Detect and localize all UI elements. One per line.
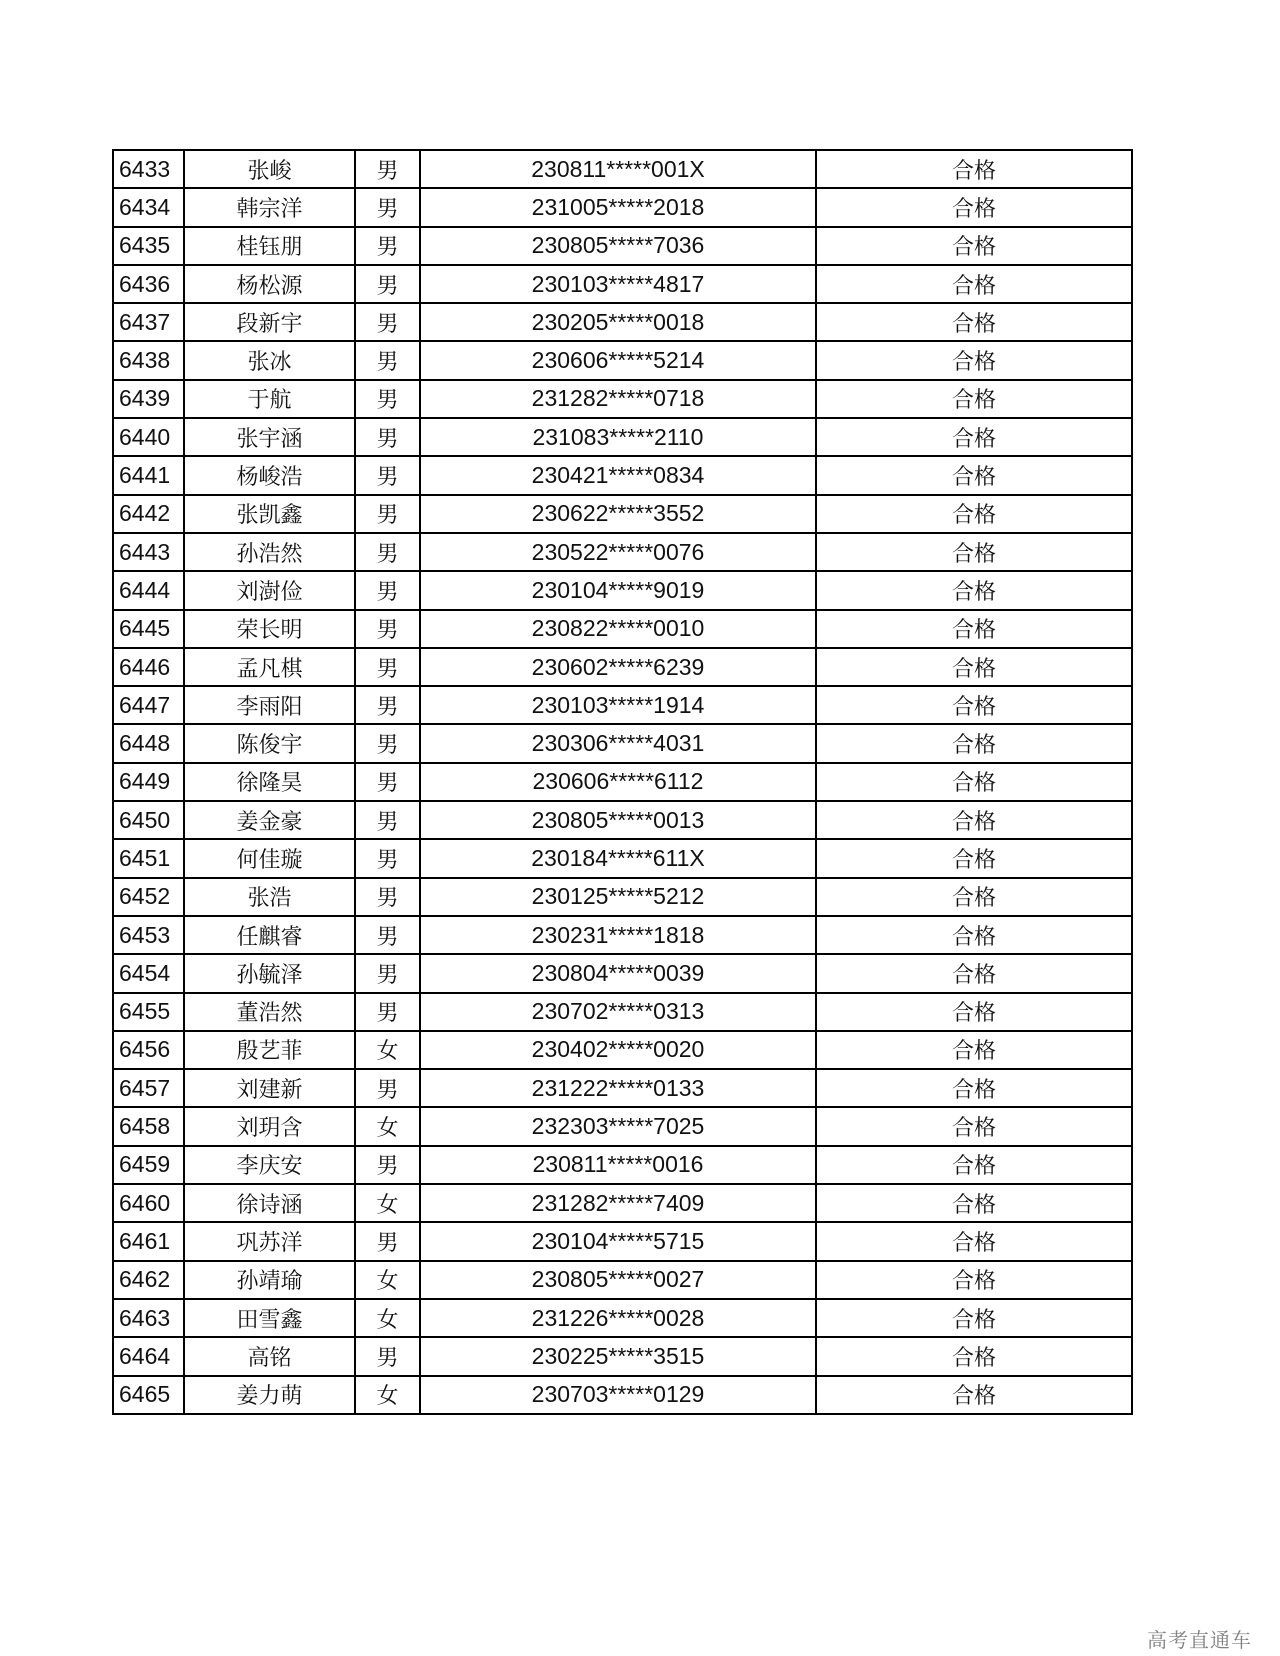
- name-cell: 刘澍俭: [184, 571, 355, 609]
- result-cell: 合格: [816, 495, 1132, 533]
- result-cell: 合格: [816, 1069, 1132, 1107]
- row-number-cell: 6441: [113, 456, 184, 494]
- table-row: [113, 993, 1132, 1031]
- row-number-cell: 6458: [113, 1107, 184, 1145]
- row-number-cell: 6454: [113, 954, 184, 992]
- table-row: [113, 801, 1132, 839]
- result-cell: 合格: [816, 456, 1132, 494]
- table-row: [113, 533, 1132, 571]
- table-row: [113, 1376, 1132, 1414]
- table-row: [113, 1107, 1132, 1145]
- result-cell: 合格: [816, 763, 1132, 801]
- gender-cell: 女: [355, 1107, 420, 1145]
- row-number-cell: 6463: [113, 1299, 184, 1337]
- id-number-cell: 230811*****0016: [420, 1146, 816, 1184]
- result-cell: 合格: [816, 610, 1132, 648]
- name-cell: 孟凡棋: [184, 648, 355, 686]
- row-number-cell: 6455: [113, 993, 184, 1031]
- row-number-cell: 6450: [113, 801, 184, 839]
- result-cell: 合格: [816, 1184, 1132, 1222]
- gender-cell: 男: [355, 418, 420, 456]
- id-number-cell: 230104*****9019: [420, 571, 816, 609]
- gender-cell: 男: [355, 341, 420, 379]
- gender-cell: 女: [355, 1261, 420, 1299]
- row-number-cell: 6437: [113, 303, 184, 341]
- gender-cell: 男: [355, 839, 420, 877]
- name-cell: 姜力萌: [184, 1376, 355, 1414]
- result-cell: 合格: [816, 380, 1132, 418]
- gender-cell: 男: [355, 456, 420, 494]
- table-row: [113, 686, 1132, 724]
- id-number-cell: 230606*****6112: [420, 763, 816, 801]
- table-row: [113, 839, 1132, 877]
- result-cell: 合格: [816, 878, 1132, 916]
- result-cell: 合格: [816, 1299, 1132, 1337]
- name-cell: 桂钰朋: [184, 227, 355, 265]
- name-cell: 张宇涵: [184, 418, 355, 456]
- gender-cell: 女: [355, 1031, 420, 1069]
- table-row: [113, 418, 1132, 456]
- table-row: [113, 878, 1132, 916]
- id-number-cell: 230104*****5715: [420, 1222, 816, 1260]
- id-number-cell: 230602*****6239: [420, 648, 816, 686]
- id-number-cell: 230103*****4817: [420, 265, 816, 303]
- table-row: [113, 1146, 1132, 1184]
- table-row: [113, 724, 1132, 762]
- name-cell: 韩宗洋: [184, 188, 355, 226]
- table-row: [113, 265, 1132, 303]
- row-number-cell: 6446: [113, 648, 184, 686]
- name-cell: 何佳璇: [184, 839, 355, 877]
- id-number-cell: 230125*****5212: [420, 878, 816, 916]
- table-row: [113, 1031, 1132, 1069]
- table-row: [113, 227, 1132, 265]
- row-number-cell: 6448: [113, 724, 184, 762]
- result-cell: 合格: [816, 227, 1132, 265]
- name-cell: 孙毓泽: [184, 954, 355, 992]
- row-number-cell: 6460: [113, 1184, 184, 1222]
- gender-cell: 男: [355, 993, 420, 1031]
- row-number-cell: 6435: [113, 227, 184, 265]
- id-number-cell: 230804*****0039: [420, 954, 816, 992]
- result-cell: 合格: [816, 150, 1132, 188]
- gender-cell: 男: [355, 610, 420, 648]
- id-number-cell: 231282*****0718: [420, 380, 816, 418]
- id-number-cell: 230822*****0010: [420, 610, 816, 648]
- name-cell: 张凯鑫: [184, 495, 355, 533]
- result-cell: 合格: [816, 418, 1132, 456]
- result-cell: 合格: [816, 686, 1132, 724]
- row-number-cell: 6453: [113, 916, 184, 954]
- result-cell: 合格: [816, 801, 1132, 839]
- gender-cell: 男: [355, 303, 420, 341]
- table-row: [113, 1222, 1132, 1260]
- id-number-cell: 230205*****0018: [420, 303, 816, 341]
- name-cell: 李雨阳: [184, 686, 355, 724]
- row-number-cell: 6457: [113, 1069, 184, 1107]
- name-cell: 张峻: [184, 150, 355, 188]
- row-number-cell: 6462: [113, 1261, 184, 1299]
- gender-cell: 男: [355, 188, 420, 226]
- id-number-cell: 230805*****7036: [420, 227, 816, 265]
- name-cell: 董浩然: [184, 993, 355, 1031]
- gender-cell: 男: [355, 1337, 420, 1375]
- gender-cell: 男: [355, 801, 420, 839]
- table-row: [113, 916, 1132, 954]
- row-number-cell: 6447: [113, 686, 184, 724]
- name-cell: 刘玥含: [184, 1107, 355, 1145]
- row-number-cell: 6451: [113, 839, 184, 877]
- name-cell: 于航: [184, 380, 355, 418]
- row-number-cell: 6443: [113, 533, 184, 571]
- id-number-cell: 230421*****0834: [420, 456, 816, 494]
- table-row: [113, 456, 1132, 494]
- gender-cell: 男: [355, 227, 420, 265]
- id-number-cell: 230703*****0129: [420, 1376, 816, 1414]
- name-cell: 巩苏洋: [184, 1222, 355, 1260]
- name-cell: 任麒睿: [184, 916, 355, 954]
- gender-cell: 男: [355, 150, 420, 188]
- row-number-cell: 6452: [113, 878, 184, 916]
- gender-cell: 男: [355, 571, 420, 609]
- watermark-text: 高考直通车: [1147, 1628, 1252, 1652]
- id-number-cell: 231005*****2018: [420, 188, 816, 226]
- table-row: [113, 763, 1132, 801]
- table-row: [113, 571, 1132, 609]
- name-cell: 殷艺菲: [184, 1031, 355, 1069]
- gender-cell: 男: [355, 916, 420, 954]
- name-cell: 李庆安: [184, 1146, 355, 1184]
- result-cell: 合格: [816, 1222, 1132, 1260]
- gender-cell: 男: [355, 495, 420, 533]
- row-number-cell: 6440: [113, 418, 184, 456]
- table-row: [113, 1337, 1132, 1375]
- id-number-cell: 230702*****0313: [420, 993, 816, 1031]
- name-cell: 段新宇: [184, 303, 355, 341]
- gender-cell: 男: [355, 724, 420, 762]
- table-row: [113, 341, 1132, 379]
- result-cell: 合格: [816, 916, 1132, 954]
- id-number-cell: 230306*****4031: [420, 724, 816, 762]
- name-cell: 杨松源: [184, 265, 355, 303]
- name-cell: 荣长明: [184, 610, 355, 648]
- results-table: [112, 149, 1133, 1415]
- result-cell: 合格: [816, 341, 1132, 379]
- name-cell: 张冰: [184, 341, 355, 379]
- result-cell: 合格: [816, 1337, 1132, 1375]
- id-number-cell: 232303*****7025: [420, 1107, 816, 1145]
- result-cell: 合格: [816, 1146, 1132, 1184]
- result-cell: 合格: [816, 571, 1132, 609]
- row-number-cell: 6464: [113, 1337, 184, 1375]
- id-number-cell: 230805*****0013: [420, 801, 816, 839]
- row-number-cell: 6459: [113, 1146, 184, 1184]
- id-number-cell: 230231*****1818: [420, 916, 816, 954]
- result-cell: 合格: [816, 1376, 1132, 1414]
- gender-cell: 男: [355, 954, 420, 992]
- result-cell: 合格: [816, 265, 1132, 303]
- table-row: [113, 303, 1132, 341]
- table-row: [113, 1184, 1132, 1222]
- row-number-cell: 6439: [113, 380, 184, 418]
- id-number-cell: 230225*****3515: [420, 1337, 816, 1375]
- result-cell: 合格: [816, 1031, 1132, 1069]
- id-number-cell: 230622*****3552: [420, 495, 816, 533]
- id-number-cell: 231226*****0028: [420, 1299, 816, 1337]
- results-table-body: [113, 150, 1132, 1414]
- name-cell: 徐诗涵: [184, 1184, 355, 1222]
- result-cell: 合格: [816, 993, 1132, 1031]
- result-cell: 合格: [816, 724, 1132, 762]
- row-number-cell: 6444: [113, 571, 184, 609]
- row-number-cell: 6434: [113, 188, 184, 226]
- row-number-cell: 6456: [113, 1031, 184, 1069]
- result-cell: 合格: [816, 648, 1132, 686]
- row-number-cell: 6449: [113, 763, 184, 801]
- row-number-cell: 6465: [113, 1376, 184, 1414]
- gender-cell: 女: [355, 1299, 420, 1337]
- result-cell: 合格: [816, 839, 1132, 877]
- gender-cell: 男: [355, 1222, 420, 1260]
- name-cell: 陈俊宇: [184, 724, 355, 762]
- id-number-cell: 230103*****1914: [420, 686, 816, 724]
- name-cell: 高铭: [184, 1337, 355, 1375]
- gender-cell: 男: [355, 1146, 420, 1184]
- gender-cell: 男: [355, 878, 420, 916]
- gender-cell: 男: [355, 686, 420, 724]
- row-number-cell: 6461: [113, 1222, 184, 1260]
- result-cell: 合格: [816, 533, 1132, 571]
- table-row: [113, 495, 1132, 533]
- name-cell: 杨峻浩: [184, 456, 355, 494]
- row-number-cell: 6433: [113, 150, 184, 188]
- gender-cell: 女: [355, 1184, 420, 1222]
- result-cell: 合格: [816, 1261, 1132, 1299]
- name-cell: 张浩: [184, 878, 355, 916]
- gender-cell: 女: [355, 1376, 420, 1414]
- gender-cell: 男: [355, 1069, 420, 1107]
- id-number-cell: 231083*****2110: [420, 418, 816, 456]
- table-row: [113, 610, 1132, 648]
- id-number-cell: 230805*****0027: [420, 1261, 816, 1299]
- result-cell: 合格: [816, 954, 1132, 992]
- result-cell: 合格: [816, 303, 1132, 341]
- id-number-cell: 231282*****7409: [420, 1184, 816, 1222]
- row-number-cell: 6445: [113, 610, 184, 648]
- result-cell: 合格: [816, 188, 1132, 226]
- id-number-cell: 230522*****0076: [420, 533, 816, 571]
- name-cell: 孙靖瑜: [184, 1261, 355, 1299]
- id-number-cell: 230184*****611X: [420, 839, 816, 877]
- id-number-cell: 231222*****0133: [420, 1069, 816, 1107]
- name-cell: 姜金豪: [184, 801, 355, 839]
- table-row: [113, 1261, 1132, 1299]
- name-cell: 田雪鑫: [184, 1299, 355, 1337]
- row-number-cell: 6442: [113, 495, 184, 533]
- gender-cell: 男: [355, 533, 420, 571]
- table-row: [113, 1299, 1132, 1337]
- table-row: [113, 648, 1132, 686]
- table-row: [113, 380, 1132, 418]
- result-cell: 合格: [816, 1107, 1132, 1145]
- name-cell: 孙浩然: [184, 533, 355, 571]
- name-cell: 刘建新: [184, 1069, 355, 1107]
- id-number-cell: 230811*****001X: [420, 150, 816, 188]
- table-row: [113, 188, 1132, 226]
- table-row: [113, 954, 1132, 992]
- gender-cell: 男: [355, 648, 420, 686]
- row-number-cell: 6436: [113, 265, 184, 303]
- id-number-cell: 230606*****5214: [420, 341, 816, 379]
- table-row: [113, 1069, 1132, 1107]
- gender-cell: 男: [355, 265, 420, 303]
- gender-cell: 男: [355, 763, 420, 801]
- id-number-cell: 230402*****0020: [420, 1031, 816, 1069]
- gender-cell: 男: [355, 380, 420, 418]
- table-row: [113, 150, 1132, 188]
- name-cell: 徐隆昊: [184, 763, 355, 801]
- row-number-cell: 6438: [113, 341, 184, 379]
